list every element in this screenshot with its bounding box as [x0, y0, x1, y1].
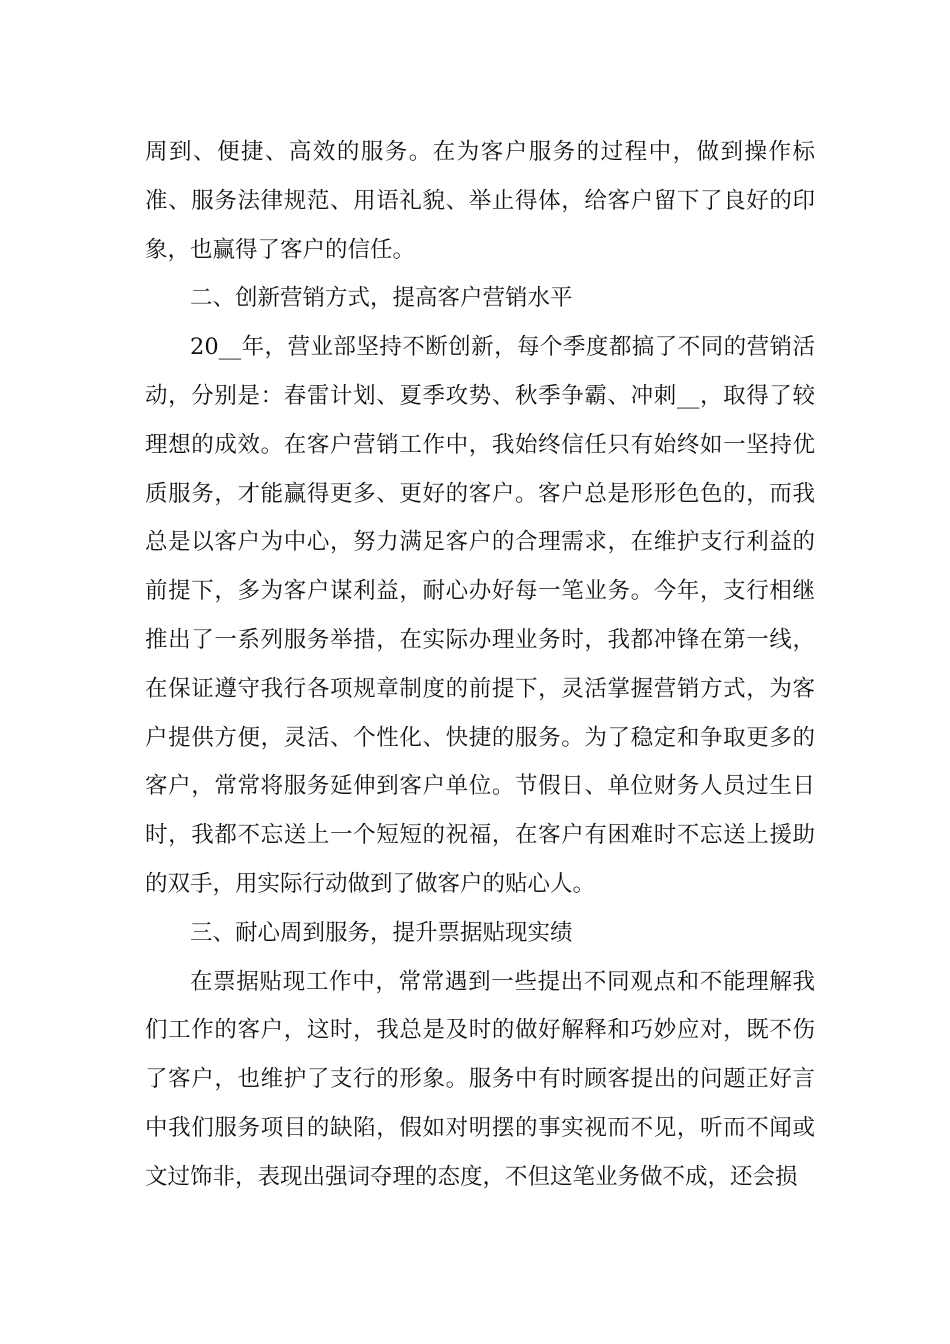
paragraph-discount: 在票据贴现工作中，常常遇到一些提出不同观点和不能理解我们工作的客户，这时，我总是及时的做好解释和巧妙应对，既不伤了客户，也维护了支行的形象。服务中有时顾客提出的问题正好言中我们服务项目的缺陷，假如对明摆的事实视而不见，听而不闻或文过饰非，表现出强词夺理的态度，不但这笔业务做不成，还会损 [145, 968, 815, 1190]
paragraph-continued: 周到、便捷、高效的服务。在为客户服务的过程中，做到操作标准、服务法律规范、用语礼貌、举止得体，给客户留下了良好的印象，也赢得了客户的信任。 [145, 139, 815, 263]
paragraph-marketing: 20__年，营业部坚持不断创新，每个季度都搞了不同的营销活动，分别是：春雷计划、夏季攻势、秋季争霸、冲刺__，取得了较理想的成效。在客户营销工作中，我始终信任只有始终如一坚持优质服务，才能赢得更多、更好的客户。客户总是形形色色的，而我总是以客户为中心，努力满足客户的合理需求，在维护支行利益的前提下，多为客户谋利益，耐心办好每一笔业务。今年，支行相继推出了一系列服务举措，在实际办理业务时，我都冲锋在第一线，在保证遵守我行各项规章制度的前提下，灵活掌握营销方式，为客户提供方便，灵活、个性化、快捷的服务。为了稳定和争取更多的客户，常常将服务延伸到客户单位。节假日、单位财务人员过生日时，我都不忘送上一个短短的祝福，在客户有困难时不忘送上援助的双手，用实际行动做到了做客户的贴心人。 [145, 334, 815, 897]
document-body [145, 128, 815, 1202]
section-heading-3: 三、耐心周到服务，提升票据贴现实绩 [190, 919, 573, 946]
section-heading-2: 二、创新营销方式，提高客户营销水平 [190, 285, 573, 312]
